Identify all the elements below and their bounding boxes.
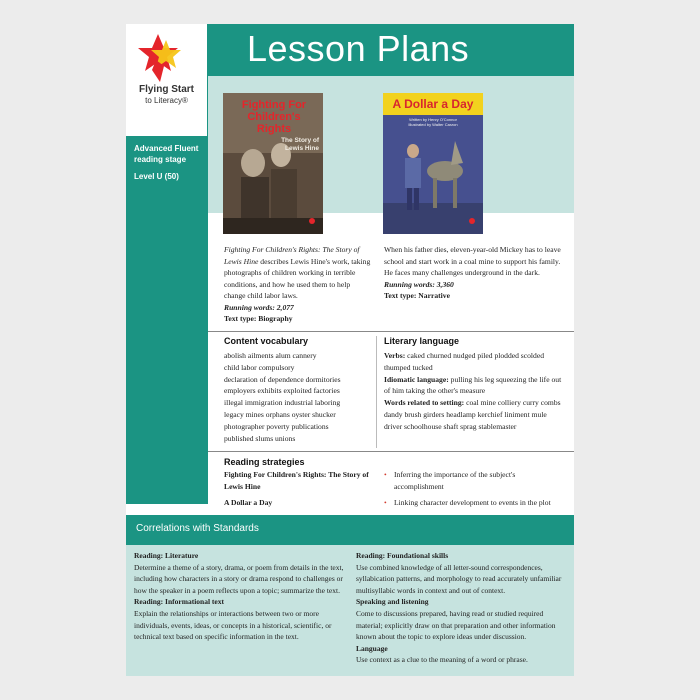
idiomatic-label: Idiomatic language: xyxy=(384,374,449,384)
reading-stage: Advanced Fluent reading stage xyxy=(134,144,199,164)
correlations-heading: Correlations with Standards xyxy=(136,523,259,534)
brand-name: Flying Start xyxy=(138,84,194,95)
setting-label: Words related to setting: xyxy=(384,398,465,408)
reading-strategies-heading: Reading strategies xyxy=(224,457,305,467)
verbs-entry xyxy=(384,350,564,374)
cover-author: Written by Henry O'Connor xyxy=(409,117,457,122)
title-banner xyxy=(207,24,574,76)
standard-text: Explain the relationships or interactions between two or more individuals, events, ideas, or concepts in a historical, scientific, or technical text based on specific information in the text. xyxy=(134,608,332,642)
correlations-left-column xyxy=(134,550,346,643)
divider-line xyxy=(208,451,574,452)
standard-title: Reading: Informational text xyxy=(134,597,224,607)
vocab-line: child labor compulsory xyxy=(224,362,295,372)
literary-language-heading: Literary language xyxy=(384,336,460,346)
description-text: When his father dies, eleven-year-old Mickey has to leave school and start work in a coal mine to support his family. He faces many challenges underground in the dark. xyxy=(384,245,561,277)
book-description-1 xyxy=(224,244,372,325)
strategy-book xyxy=(224,469,374,492)
standard-text: Determine a theme of a story, drama, or poem from details in the text, including how characters in a story or drama respond to challenges or how the speaker in a poem reflects upon a topic; summarize the text. xyxy=(134,562,344,595)
verbs-text: caked churned nudged piled plodded scolded thumped tucked xyxy=(384,351,545,372)
cover-illustrator: Illustrated by Walter Carzon xyxy=(408,122,458,127)
standard-text: Come to discussions prepared, having read or studied required material; explicitly draw on that preparation and other information known about the topic to explore ideas under discussion. xyxy=(356,608,556,642)
bullet-icon: • xyxy=(384,470,387,479)
vocab-line: declaration of dependence dormitories xyxy=(224,374,341,384)
reading-level: Level U (50) xyxy=(134,172,179,181)
standard-title: Language xyxy=(356,643,388,653)
standard-title: Reading: Literature xyxy=(134,551,199,560)
book-description-2 xyxy=(384,244,564,302)
cover-title: A Dollar a Day xyxy=(392,97,474,111)
strategy-text: Inferring the importance of the subject's accomplishment xyxy=(394,470,516,491)
running-words: Running words: 3,360 xyxy=(384,279,454,289)
vocab-line: photographer poverty publications xyxy=(224,421,329,431)
setting-entry xyxy=(384,397,564,432)
page-title: Lesson Plans xyxy=(247,28,470,69)
strategy-book-title: A Dollar a Day xyxy=(224,498,273,507)
strategy-book-title: Fighting For Children's Rights: The Story of Lewis Hine xyxy=(224,470,369,491)
text-type: Text type: Narrative xyxy=(384,291,450,300)
vocab-line: published slums unions xyxy=(224,433,296,443)
idiomatic-text: pulling his leg squeezing the life out of him taking the other's measure xyxy=(384,374,562,396)
setting-text: coal mine colliery curry combs dandy brush girders headlamp kerchief liniment mule driver schoolhouse shaft sprag stablemaster xyxy=(384,398,561,431)
content-vocabulary-list xyxy=(224,350,370,444)
content-vocabulary-heading: Content vocabulary xyxy=(224,336,309,346)
divider-line xyxy=(207,24,208,504)
cover-title: Fighting For Children's Rights xyxy=(241,99,307,135)
sidebar-panel xyxy=(126,136,207,504)
verbs-label: Verbs: xyxy=(384,351,406,360)
standard-text: Use combined knowledge of all letter-sound correspondences, syllabication patterns, and morphology to read accurately unfamiliar multisyllabic words in context and out of context. xyxy=(356,562,562,595)
bullet-icon: • xyxy=(384,498,387,507)
vocab-line: abolish ailments alum cannery xyxy=(224,351,317,360)
correlations-right-column xyxy=(356,550,568,666)
book-cover-dollar xyxy=(383,93,483,234)
standard-title: Speaking and listening xyxy=(356,597,429,607)
cover-subtitle: The Story of Lewis Hine xyxy=(281,137,319,152)
strategy-item xyxy=(384,497,572,509)
divider-line xyxy=(208,331,574,332)
standard-text: Use context as a clue to the meaning of a word or phrase. xyxy=(356,655,528,665)
running-words: Running words: 2,077 xyxy=(224,302,294,312)
brand-tagline: to Literacy® xyxy=(145,96,188,105)
strategy-book xyxy=(224,497,374,509)
strategy-item xyxy=(384,469,572,492)
idiomatic-entry xyxy=(384,374,564,398)
correlations-header xyxy=(126,515,574,545)
book-cover-fighting xyxy=(223,93,323,234)
column-divider xyxy=(376,336,377,448)
star-logo-icon xyxy=(126,30,207,86)
book-title-italic: Fighting For Children's Rights: The Story of Lewis Hine xyxy=(224,245,360,266)
text-type: Text type: Biography xyxy=(224,314,293,323)
description-text: describes Lewis Hine's work, taking photographs of children working in terrible conditions, and how he used them to help change child labor laws. xyxy=(224,256,371,300)
vocab-line: illegal immigration industrial laboring xyxy=(224,398,341,408)
flying-start-logo xyxy=(126,30,207,120)
vocab-line: legacy mines orphans oyster shucker xyxy=(224,409,336,419)
standard-title: Reading: Foundational skills xyxy=(356,551,449,560)
strategy-text: Linking character development to events in the plot xyxy=(394,498,551,507)
vocab-line: employers exhibits exploited factories xyxy=(224,386,340,396)
literary-language-list xyxy=(384,350,564,433)
